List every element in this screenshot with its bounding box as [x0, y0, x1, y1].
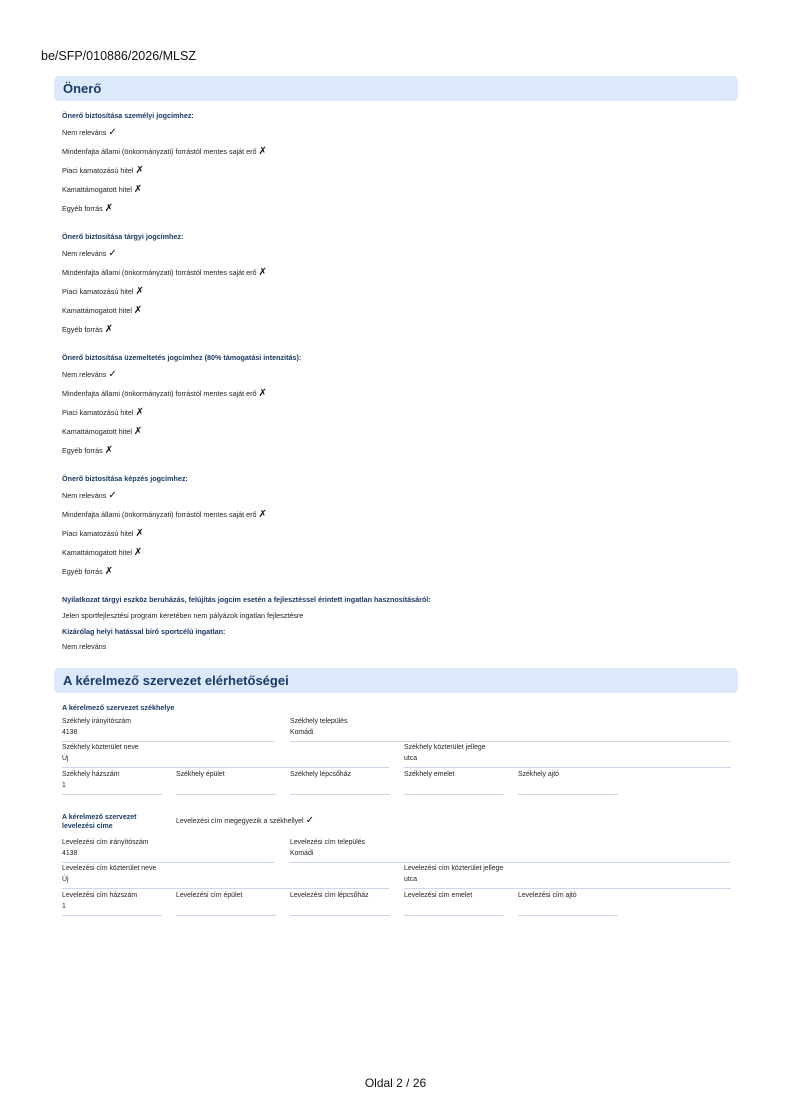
list-item: Piaci kamatozású hitel ✗ — [62, 407, 144, 418]
hq-floor-field: Székhely emelet — [404, 771, 504, 795]
list-item: Mindenfajta állami (önkormányzati) forrástól mentes saját erő ✗ — [62, 267, 267, 278]
list-item: Mindenfajta állami (önkormányzati) forrástól mentes saját erő ✗ — [62, 388, 267, 399]
mail-building-field: Levelezési cím épület — [176, 892, 276, 916]
section-header-contacts — [54, 668, 738, 693]
mail-floor-field: Levelezési cím emelet — [404, 892, 504, 916]
cross-icon: ✗ — [133, 184, 143, 195]
hq-city-field: Székhely település Komádi — [290, 718, 731, 742]
check-icon: ✓ — [108, 127, 117, 138]
cross-icon: ✗ — [104, 324, 114, 335]
group-heading: Önerő biztosítása képzés jogcímhez: — [62, 474, 188, 483]
check-icon: ✓ — [305, 815, 315, 826]
list-item: Kamattámogatott hitel ✗ — [62, 426, 143, 437]
list-item: Kamattámogatott hitel ✗ — [62, 547, 143, 558]
mail-number-field: Levelezési cím házszám 1 — [62, 892, 162, 916]
list-item: Nem releváns ✓ — [62, 248, 117, 259]
list-item: Egyéb forrás ✗ — [62, 203, 114, 214]
hq-number-field: Székhely házszám 1 — [62, 771, 162, 795]
check-icon: ✓ — [108, 248, 117, 259]
list-item: Egyéb forrás ✗ — [62, 324, 114, 335]
check-icon: ✓ — [108, 369, 117, 380]
hq-staircase-field: Székhely lépcsőház — [290, 771, 390, 795]
list-item: Mindenfajta állami (önkormányzati) forrástól mentes saját erő ✗ — [62, 509, 267, 520]
hq-street-type-field: Székhely közterület jellege utca — [404, 744, 731, 768]
group-material — [62, 232, 722, 335]
cross-icon: ✗ — [104, 445, 114, 456]
cross-icon: ✗ — [133, 305, 143, 316]
mail-zip-field: Levelezési cím irányítószám 4138 — [62, 839, 275, 863]
hq-heading: A kérelmező szervezet székhelye — [62, 703, 175, 712]
cross-icon: ✗ — [258, 509, 267, 520]
mail-street-field: Levelezési cím közterület neve Új — [62, 865, 389, 889]
check-icon: ✓ — [108, 490, 117, 501]
hq-zip-field: Székhely irányítószám 4138 — [62, 718, 275, 742]
cross-icon: ✗ — [133, 547, 143, 558]
cross-icon: ✗ — [135, 528, 144, 539]
list-item: Nem releváns ✓ — [62, 127, 117, 138]
mail-door-field: Levelezési cím ajtó — [518, 892, 618, 916]
cross-icon: ✗ — [135, 407, 144, 418]
mail-heading: A kérelmező szervezet levelezési címe — [62, 814, 137, 830]
statement-heading: Nyilatkozat tárgyi eszköz beruházás, felújítás jogcím esetén a fejlesztéssel érintett ingatlan hasznosításáról: — [62, 595, 431, 604]
cross-icon: ✗ — [104, 566, 114, 577]
hq-street-field: Székhely közterület neve Új — [62, 744, 389, 768]
cross-icon: ✗ — [258, 267, 267, 278]
cross-icon: ✗ — [258, 388, 267, 399]
cross-icon: ✗ — [258, 146, 267, 157]
list-item: Piaci kamatozású hitel ✗ — [62, 286, 144, 297]
list-item: Nem releváns ✓ — [62, 369, 117, 380]
document-id: be/SFP/010886/2026/MLSZ — [41, 49, 196, 63]
list-item: Nem releváns ✓ — [62, 490, 117, 501]
group-heading: Önerő biztosítása üzemeltetés jogcímhez (80% támogatási intenzitás): — [62, 353, 302, 362]
mail-staircase-field: Levelezési cím lépcsőház — [290, 892, 390, 916]
list-item: Egyéb forrás ✗ — [62, 566, 114, 577]
local-heading: Kizárólag helyi hatással bíró sportcélú ingatlan: — [62, 627, 226, 636]
group-training — [62, 474, 722, 577]
group-operation — [62, 353, 722, 456]
section-header-oneró — [54, 76, 738, 101]
list-item: Egyéb forrás ✗ — [62, 445, 114, 456]
group-heading: Önerő biztosítása tárgyi jogcímhez: — [62, 232, 184, 241]
list-item: Kamattámogatott hitel ✗ — [62, 184, 143, 195]
local-text: Nem releváns — [62, 642, 107, 651]
cross-icon: ✗ — [133, 426, 143, 437]
statement-text: Jelen sportfejlesztési program keretében nem pályázok ingatlan fejlesztésre — [62, 611, 304, 620]
page-footer: Oldal 2 / 26 — [364, 1076, 427, 1090]
mail-city-field: Levelezési cím település Komádi — [290, 839, 731, 863]
list-item: Piaci kamatozású hitel ✗ — [62, 165, 144, 176]
hq-door-field: Székhely ajtó — [518, 771, 618, 795]
group-heading: Önerő biztosítása személyi jogcímhez: — [62, 111, 194, 120]
mail-street-type-field: Levelezési cím közterület jellege utca — [404, 865, 731, 889]
hq-building-field: Székhely épület — [176, 771, 276, 795]
cross-icon: ✗ — [135, 165, 144, 176]
section-title: Önerő — [63, 81, 102, 96]
list-item: Kamattámogatott hitel ✗ — [62, 305, 143, 316]
section-title: A kérelmező szervezet elérhetőségei — [63, 673, 289, 688]
list-item: Piaci kamatozású hitel ✗ — [62, 528, 144, 539]
cross-icon: ✗ — [135, 286, 144, 297]
mail-same-as-hq: Levelezési cím megegyezik a székhellyel ✓ — [176, 815, 315, 826]
cross-icon: ✗ — [104, 203, 114, 214]
group-personal — [62, 111, 722, 214]
list-item: Mindenfajta állami (önkormányzati) forrástól mentes saját erő ✗ — [62, 146, 267, 157]
